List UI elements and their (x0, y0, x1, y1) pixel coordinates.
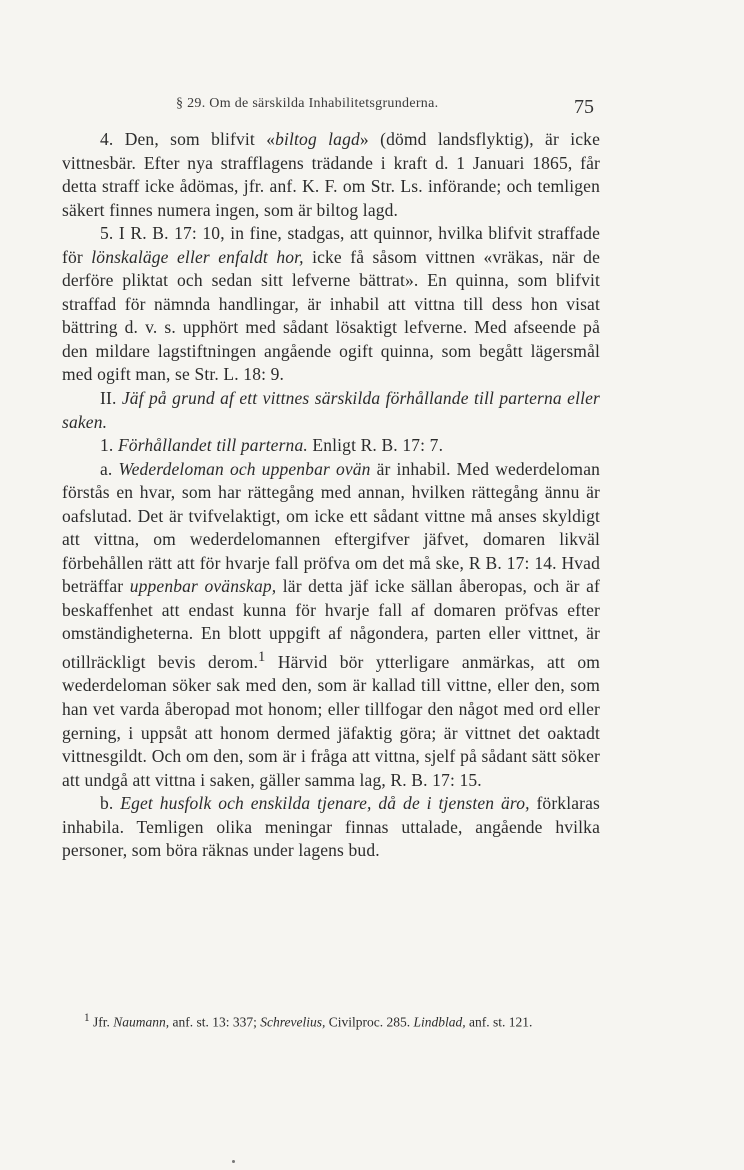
footnote-reference: 1 (258, 649, 266, 666)
subsection-b: b. Eget husfolk och enskilda tjenare, då de i tjensten äro, förklaras inhabila. Temligen olika meningar finnas uttalade, angående hvilka personer, som böra räknas under lagens bud. (62, 793, 600, 861)
main-text (62, 128, 600, 863)
running-header: § 29. Om de särskilda Inhabilitetsgrunderna. (176, 96, 439, 111)
subsection-1: 1. Förhållandet till parterna. Enligt R. B. 17: 7. (100, 435, 444, 456)
paper-speck (232, 1160, 235, 1163)
footnote: $^1$ Jfr. Naumann, anf. st. 13: 337; Schrevelius, Civilproc. 285. Lindblad, anf. st. 121. (84, 1012, 533, 1030)
page-number: 75 (574, 96, 594, 118)
paragraph-4: 4. Den, som blifvit «biltog lagd» (dömd landsflyktig), är icke vittnesbär. Efter nya strafflagens trädande i kraft d. 1 Januari 1865, får detta straff icke ådömas, jfr. anf. K. F. om Str. Ls. införande; och temligen säkert finnes numera ingen, som är biltog lagd. (62, 129, 600, 220)
section-ii-heading: II. Jäf på grund af ett vittnes särskilda förhållande till parterna eller saken. (62, 388, 600, 432)
paragraph-5: 5. I R. B. 17: 10, in fine, stadgas, att quinnor, hvilka blifvit straffade för lönskaläge eller enfaldt hor, icke få såsom vittnen «vräkas, när de derföre pliktat och sedan sitt lefverne bättrat». En quinna, som blifvit straffad för nämnda handlingar, är inhabil att vittna till dess hon visat bättring d. v. s. upphört med sådant lösaktigt lefverne. Med afseende på den mildare lagstiftningen angående ogift quinna, som begått lägersmål med ogift man, se Str. L. 18: 9. (62, 223, 600, 385)
subsection-a: a. Wederdeloman och uppenbar ovän är inhabil. Med wederdeloman förstås en hvar, som har rättegång med annan, hvilken rättegång ännu är oafslutad. Det är tvifvelaktigt, om icke ett sådant vittne må anses skyldigt att vittna, om wederdelomannen eftergifver jäfvet, domaren likväl förbehållen rätt att för hvarje fall pröfva om det må ske, R B. 17: 14. Hvad beträffar uppenbar ovänskap, lär detta jäf icke sällan åberopas, och är af beskaffenhet att endast kunna för hvarje fall af domaren pröfvas efter omständigheterna. En blott uppgift af någondera, parten eller vittnet, är otillräckligt bevis derom.$^1$ Härvid bör ytterligare anmärkas, att om wederdeloman söker sak med den, som är kallad till vittne, eller den, som han vet varda åberopad mot honom; eller tillfogar den något med ord eller gerning, i uppsåt att honom dermed jäfaktig göra; är vittnet det oaktadt vittnesgildt. Och om den, som är i fråga att vittna, sjelf på sådant sätt söker att undgå att vittna i saken, gäller samma lag, R. B. 17: 15. (62, 458, 601, 790)
